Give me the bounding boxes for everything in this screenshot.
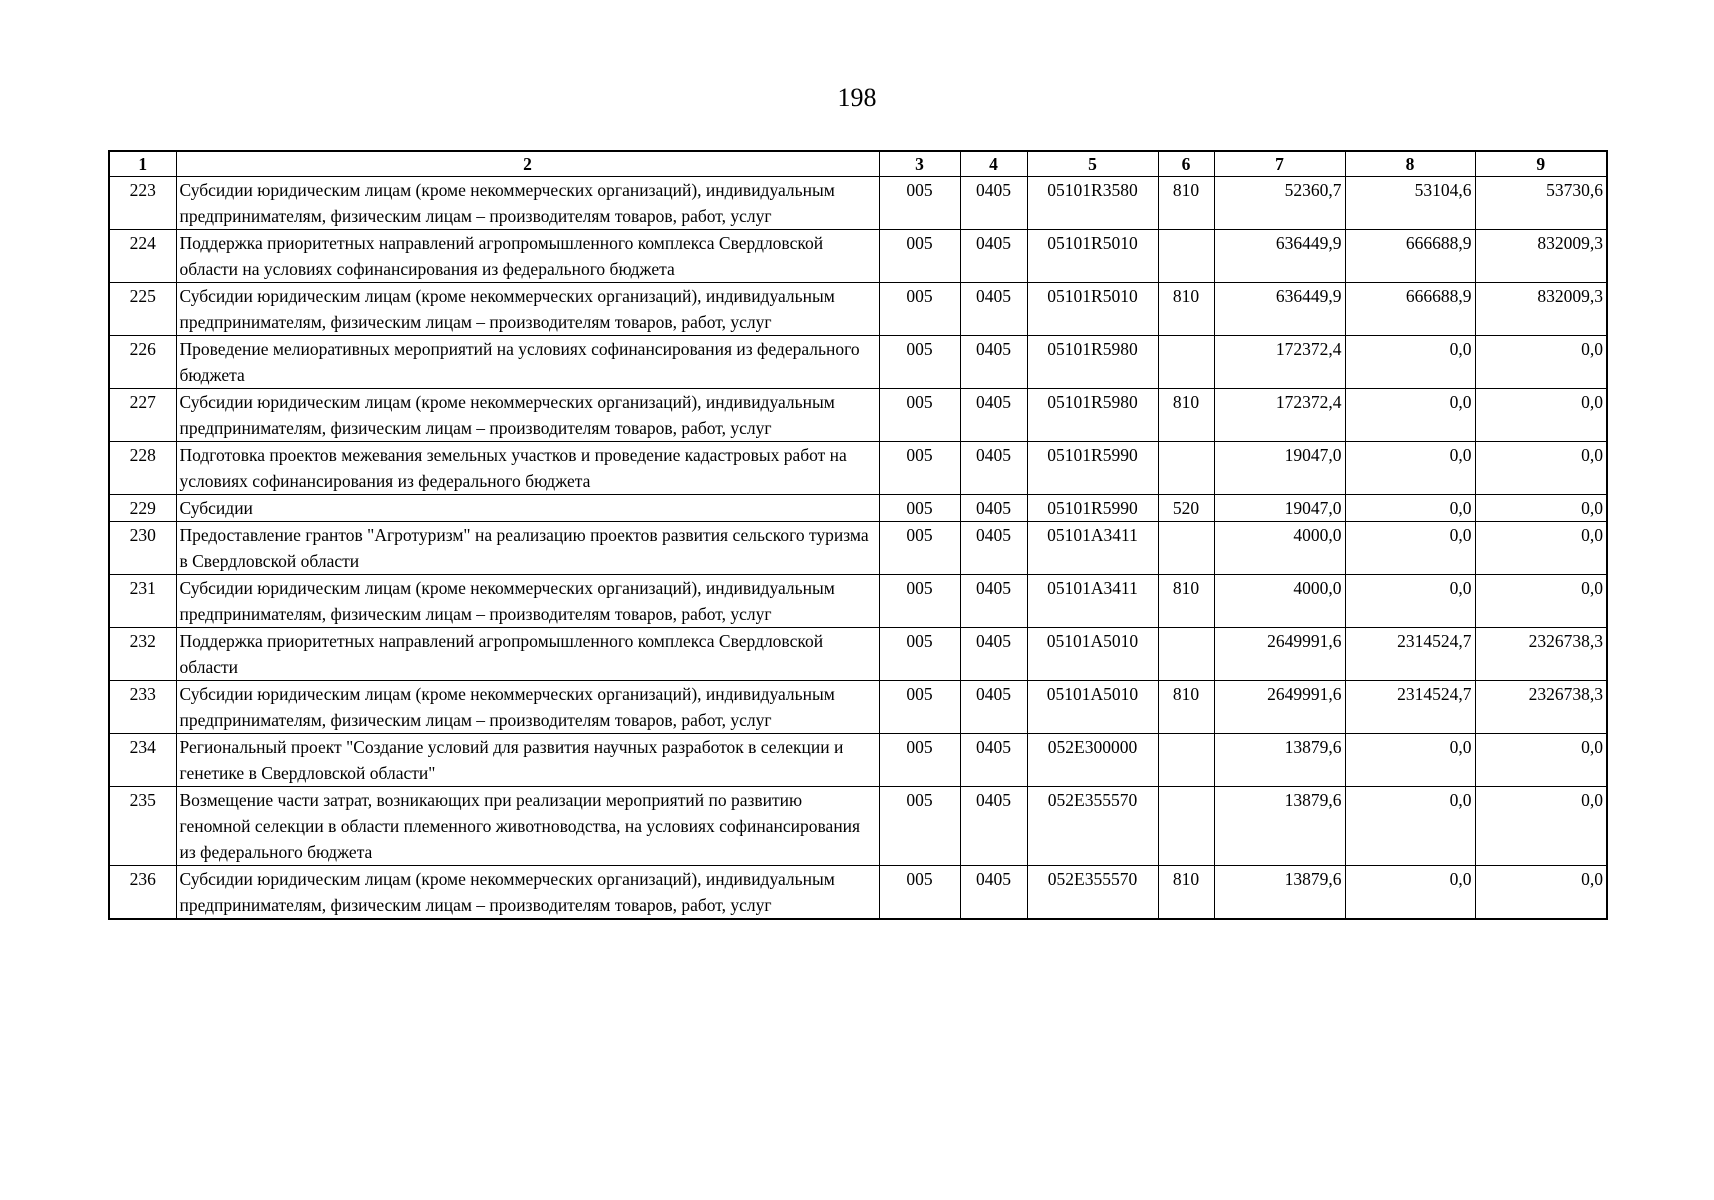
expense-type-cell: [1158, 522, 1214, 575]
section-code-cell: 0405: [960, 283, 1027, 336]
section-code-cell: 0405: [960, 866, 1027, 920]
amount-col7-cell: 2649991,6: [1214, 628, 1345, 681]
amount-col9-cell: 0,0: [1475, 866, 1607, 920]
amount-col9-cell: 53730,6: [1475, 177, 1607, 230]
ministry-code-cell: 005: [879, 575, 960, 628]
amount-col9-cell: 2326738,3: [1475, 628, 1607, 681]
row-number-cell: 236: [109, 866, 176, 920]
amount-col8-cell: 0,0: [1345, 495, 1475, 522]
table-row: [109, 575, 1607, 628]
expense-type-cell: [1158, 628, 1214, 681]
item-name-cell: Субсидии юридическим лицам (кроме некоммерческих организаций), индивидуальным предпринимателям, физическим лицам – производителям товаров, работ, услуг: [176, 283, 879, 336]
item-name-cell: Подготовка проектов межевания земельных участков и проведение кадастровых работ на условиях софинансирования из федерального бюджета: [176, 442, 879, 495]
table-row: [109, 230, 1607, 283]
column-header: 9: [1475, 151, 1607, 177]
row-number-cell: 232: [109, 628, 176, 681]
section-code-cell: 0405: [960, 787, 1027, 866]
amount-col7-cell: 4000,0: [1214, 522, 1345, 575]
amount-col8-cell: 0,0: [1345, 336, 1475, 389]
column-header: 2: [176, 151, 879, 177]
expense-type-cell: 810: [1158, 866, 1214, 920]
section-code-cell: 0405: [960, 522, 1027, 575]
item-name-cell: Проведение мелиоративных мероприятий на условиях софинансирования из федерального бюджета: [176, 336, 879, 389]
column-header: 5: [1027, 151, 1158, 177]
row-number-cell: 224: [109, 230, 176, 283]
amount-col9-cell: 0,0: [1475, 389, 1607, 442]
row-number-cell: 233: [109, 681, 176, 734]
target-item-code-cell: 05101A5010: [1027, 681, 1158, 734]
row-number-cell: 226: [109, 336, 176, 389]
amount-col7-cell: 4000,0: [1214, 575, 1345, 628]
ministry-code-cell: 005: [879, 442, 960, 495]
expense-type-cell: 810: [1158, 177, 1214, 230]
amount-col8-cell: 0,0: [1345, 522, 1475, 575]
amount-col9-cell: 832009,3: [1475, 283, 1607, 336]
expense-type-cell: 520: [1158, 495, 1214, 522]
item-name-cell: Субсидии юридическим лицам (кроме некоммерческих организаций), индивидуальным предпринимателям, физическим лицам – производителям товаров, работ, услуг: [176, 575, 879, 628]
ministry-code-cell: 005: [879, 866, 960, 920]
expense-type-cell: [1158, 230, 1214, 283]
amount-col9-cell: 832009,3: [1475, 230, 1607, 283]
target-item-code-cell: 05101A3411: [1027, 522, 1158, 575]
expense-type-cell: 810: [1158, 681, 1214, 734]
amount-col8-cell: 0,0: [1345, 442, 1475, 495]
row-number-cell: 229: [109, 495, 176, 522]
expense-type-cell: [1158, 787, 1214, 866]
ministry-code-cell: 005: [879, 283, 960, 336]
target-item-code-cell: 05101R5980: [1027, 336, 1158, 389]
table-row: [109, 734, 1607, 787]
amount-col9-cell: 0,0: [1475, 522, 1607, 575]
table-row: [109, 283, 1607, 336]
budget-table: [108, 150, 1608, 920]
target-item-code-cell: 05101R5990: [1027, 495, 1158, 522]
expense-type-cell: 810: [1158, 389, 1214, 442]
amount-col8-cell: 0,0: [1345, 389, 1475, 442]
target-item-code-cell: 052E300000: [1027, 734, 1158, 787]
column-header: 4: [960, 151, 1027, 177]
amount-col7-cell: 636449,9: [1214, 283, 1345, 336]
table-row: [109, 389, 1607, 442]
expense-type-cell: [1158, 734, 1214, 787]
row-number-cell: 223: [109, 177, 176, 230]
section-code-cell: 0405: [960, 177, 1027, 230]
expense-type-cell: 810: [1158, 575, 1214, 628]
amount-col9-cell: 0,0: [1475, 787, 1607, 866]
amount-col8-cell: 2314524,7: [1345, 628, 1475, 681]
ministry-code-cell: 005: [879, 787, 960, 866]
column-header: 1: [109, 151, 176, 177]
table-row: [109, 628, 1607, 681]
section-code-cell: 0405: [960, 336, 1027, 389]
amount-col9-cell: 0,0: [1475, 734, 1607, 787]
expense-type-cell: 810: [1158, 283, 1214, 336]
ministry-code-cell: 005: [879, 628, 960, 681]
target-item-code-cell: 05101R5980: [1027, 389, 1158, 442]
amount-col7-cell: 13879,6: [1214, 866, 1345, 920]
table-row: [109, 495, 1607, 522]
item-name-cell: Возмещение части затрат, возникающих при реализации мероприятий по развитию геномной селекции в области племенного животноводства, на условиях софинансирования из федерального бюджета: [176, 787, 879, 866]
amount-col8-cell: 0,0: [1345, 787, 1475, 866]
target-item-code-cell: 05101A5010: [1027, 628, 1158, 681]
amount-col8-cell: 2314524,7: [1345, 681, 1475, 734]
row-number-cell: 235: [109, 787, 176, 866]
ministry-code-cell: 005: [879, 495, 960, 522]
target-item-code-cell: 05101R5010: [1027, 283, 1158, 336]
ministry-code-cell: 005: [879, 230, 960, 283]
expense-type-cell: [1158, 336, 1214, 389]
table-row: [109, 177, 1607, 230]
expense-type-cell: [1158, 442, 1214, 495]
amount-col7-cell: 172372,4: [1214, 389, 1345, 442]
amount-col7-cell: 13879,6: [1214, 734, 1345, 787]
row-number-cell: 234: [109, 734, 176, 787]
ministry-code-cell: 005: [879, 177, 960, 230]
target-item-code-cell: 052E355570: [1027, 787, 1158, 866]
item-name-cell: Субсидии юридическим лицам (кроме некоммерческих организаций), индивидуальным предпринимателям, физическим лицам – производителям товаров, работ, услуг: [176, 389, 879, 442]
column-header: 3: [879, 151, 960, 177]
amount-col8-cell: 53104,6: [1345, 177, 1475, 230]
section-code-cell: 0405: [960, 681, 1027, 734]
amount-col9-cell: 2326738,3: [1475, 681, 1607, 734]
amount-col9-cell: 0,0: [1475, 495, 1607, 522]
table-row: [109, 787, 1607, 866]
target-item-code-cell: 052E355570: [1027, 866, 1158, 920]
ministry-code-cell: 005: [879, 389, 960, 442]
amount-col8-cell: 0,0: [1345, 734, 1475, 787]
ministry-code-cell: 005: [879, 681, 960, 734]
row-number-cell: 228: [109, 442, 176, 495]
amount-col7-cell: 636449,9: [1214, 230, 1345, 283]
target-item-code-cell: 05101A3411: [1027, 575, 1158, 628]
section-code-cell: 0405: [960, 628, 1027, 681]
section-code-cell: 0405: [960, 389, 1027, 442]
item-name-cell: Предоставление грантов "Агротуризм" на реализацию проектов развития сельского туризма в Свердловской области: [176, 522, 879, 575]
row-number-cell: 227: [109, 389, 176, 442]
column-header: 8: [1345, 151, 1475, 177]
table-row: [109, 681, 1607, 734]
column-header: 6: [1158, 151, 1214, 177]
amount-col7-cell: 2649991,6: [1214, 681, 1345, 734]
amount-col8-cell: 0,0: [1345, 575, 1475, 628]
item-name-cell: Субсидии юридическим лицам (кроме некоммерческих организаций), индивидуальным предпринимателям, физическим лицам – производителям товаров, работ, услуг: [176, 681, 879, 734]
section-code-cell: 0405: [960, 442, 1027, 495]
ministry-code-cell: 005: [879, 336, 960, 389]
amount-col7-cell: 52360,7: [1214, 177, 1345, 230]
section-code-cell: 0405: [960, 230, 1027, 283]
section-code-cell: 0405: [960, 495, 1027, 522]
target-item-code-cell: 05101R5010: [1027, 230, 1158, 283]
table-row: [109, 866, 1607, 920]
amount-col8-cell: 666688,9: [1345, 283, 1475, 336]
amount-col9-cell: 0,0: [1475, 336, 1607, 389]
item-name-cell: Региональный проект "Создание условий для развития научных разработок в селекции и генетике в Свердловской области": [176, 734, 879, 787]
header-row: [109, 151, 1607, 177]
row-number-cell: 230: [109, 522, 176, 575]
target-item-code-cell: 05101R5990: [1027, 442, 1158, 495]
amount-col7-cell: 19047,0: [1214, 442, 1345, 495]
amount-col9-cell: 0,0: [1475, 442, 1607, 495]
target-item-code-cell: 05101R3580: [1027, 177, 1158, 230]
amount-col7-cell: 13879,6: [1214, 787, 1345, 866]
row-number-cell: 231: [109, 575, 176, 628]
table-row: [109, 336, 1607, 389]
row-number-cell: 225: [109, 283, 176, 336]
item-name-cell: Поддержка приоритетных направлений агропромышленного комплекса Свердловской области: [176, 628, 879, 681]
amount-col9-cell: 0,0: [1475, 575, 1607, 628]
section-code-cell: 0405: [960, 734, 1027, 787]
ministry-code-cell: 005: [879, 522, 960, 575]
item-name-cell: Поддержка приоритетных направлений агропромышленного комплекса Свердловской области на условиях софинансирования из федерального бюджета: [176, 230, 879, 283]
amount-col8-cell: 0,0: [1345, 866, 1475, 920]
page-number: 198: [837, 83, 877, 112]
item-name-cell: Субсидии юридическим лицам (кроме некоммерческих организаций), индивидуальным предпринимателям, физическим лицам – производителям товаров, работ, услуг: [176, 177, 879, 230]
column-header: 7: [1214, 151, 1345, 177]
table-row: [109, 442, 1607, 495]
table-row: [109, 522, 1607, 575]
section-code-cell: 0405: [960, 575, 1027, 628]
amount-col7-cell: 19047,0: [1214, 495, 1345, 522]
item-name-cell: Субсидии юридическим лицам (кроме некоммерческих организаций), индивидуальным предпринимателям, физическим лицам – производителям товаров, работ, услуг: [176, 866, 879, 920]
amount-col8-cell: 666688,9: [1345, 230, 1475, 283]
amount-col7-cell: 172372,4: [1214, 336, 1345, 389]
item-name-cell: Субсидии: [176, 495, 879, 522]
ministry-code-cell: 005: [879, 734, 960, 787]
